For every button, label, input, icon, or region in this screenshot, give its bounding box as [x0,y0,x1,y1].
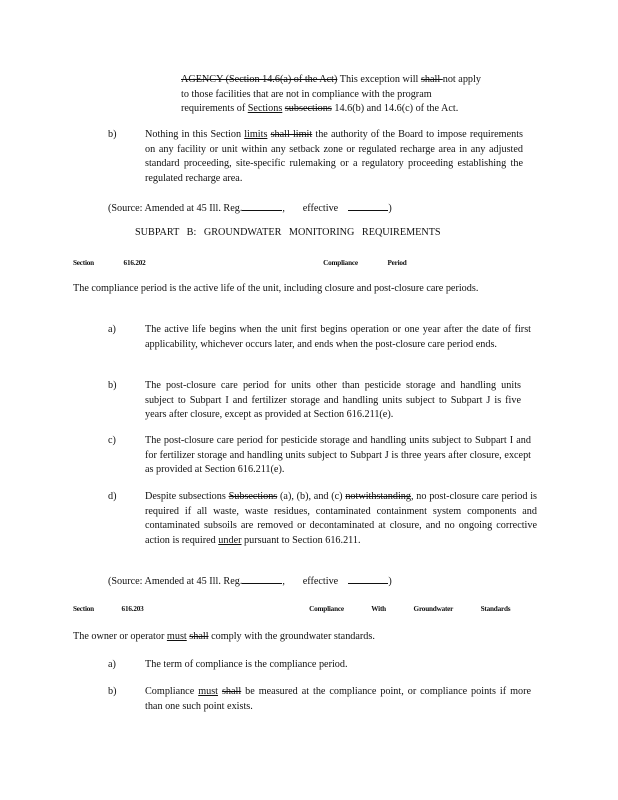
item-label: b) [108,380,117,391]
item-label: a) [108,659,116,670]
item-b-text: The post-closure care period for units other than pesticide storage and handling units subject to Subpart I and fertilizer storage and handling units subject to Subpart J is five years after closure, except as provided at Section 616.211(e). [145,380,521,420]
top-paragraph: AGENCY (Section 14.6(a) of the Act) This exception will shall not apply to those facilities that are not in compliance with the program requirements of Sections subsections 14.6(b) and 14.6(c) of the Act. [181,74,481,114]
struck-text: subsections [284,103,332,114]
blank-field [348,200,388,211]
struck-text: AGENCY (Section 14.6(a) of the Act) [181,74,338,85]
item-label: b) [108,129,117,140]
item-a-text: The active life begins when the unit first begins operation or one year after the date of first applicability, whichever occurs later, and ends when the post-closure care period ends. [145,324,531,350]
item-c-text: The post-closure care period for pesticide storage and handling units subject to Subpart I and for fertilizer storage and handling units subject to Subpart J is three years after closure, except as provided at Section 616.211(e). [145,435,531,475]
source-note: (Source: Amended at 45 Ill. Reg. , effective ) [108,573,428,590]
item-label: b) [108,686,117,697]
item-label: a) [108,324,116,335]
item-label: d) [108,491,117,502]
blank-field [348,573,388,584]
blank-field [242,573,282,584]
blank-field [242,200,282,211]
section-heading-616-202: Section 616.202 Compliance Period [73,259,407,267]
paragraph-616-202: The compliance period is the active life of the unit, including closure and post-closure care periods. [73,283,479,294]
subpart-heading: SUBPART B: GROUNDWATER MONITORING REQUIREMENTS [135,227,441,238]
source-note: (Source: Amended at 45 Ill. Reg. , effective ) [108,200,428,217]
item-b-text: Nothing in this Section limits shall limit the authority of the Board to impose requirements on any facility or unit within any setback zone or regulated recharge area in any adjusted standard proceeding, site-specific rulemaking or a regulatory proceeding establishing the regulated recharge area. [145,129,524,184]
item-b-text: Compliance must shall be measured at the compliance point, or compliance points if more than one such point exists. [145,686,532,712]
section-heading-616-203: Section 616.203 Compliance With Groundwater Standards [73,605,511,613]
inserted-text: Sections [247,103,283,114]
item-a-text: The term of compliance is the compliance period. [145,659,348,670]
item-d-text: Despite subsections Subsections (a), (b), and (c) notwithstanding, no post-closure care period is required if all waste, waste residues, contaminated containment system components and contaminated subsoils are removed or decontaminated at closure, and no ongoing corrective action is required under pursuant to Section 616.211. [145,491,538,546]
item-label: c) [108,435,116,446]
paragraph-616-203: The owner or operator must shall comply with the groundwater standards. [73,631,375,642]
